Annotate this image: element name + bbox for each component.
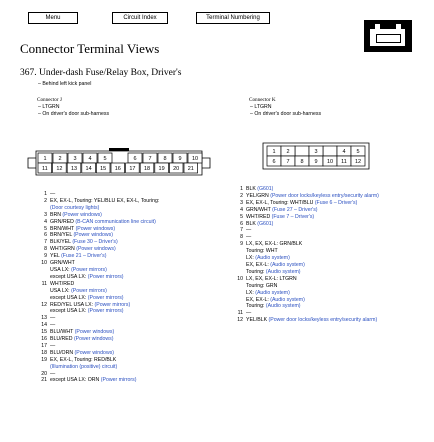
pin-description: — [50,315,56,322]
pin-number: 17 [41,342,47,349]
connector-j-pin-row [38,232,159,239]
top-navigation [28,12,270,24]
circuit-link[interactable]: (Power windows) [76,246,116,253]
pin-description: GRN/WHT [246,206,273,213]
connector-k-cavity-label: 4 [342,149,346,155]
connector-j-pin-row [38,364,159,371]
pin-description: EX, EX-L: [246,261,271,268]
connector-k-cavity-label: 9 [314,159,318,165]
pin-description: — [50,322,56,329]
pin-description: except USA LX: [50,273,88,280]
pin-number: 9 [240,241,243,248]
circuit-link[interactable]: (Audio system) [255,255,290,262]
circuit-link[interactable]: (Illumination (positive) circuit) [50,363,118,370]
connector-k-pin-row [234,214,379,221]
location-note: – Behind left kick panel [38,81,92,87]
connector-j-cavity [83,153,97,163]
pin-description: USA LX: [50,266,72,273]
connector-k-cavity-label: 5 [356,149,360,155]
connector-k-cavity-label: 3 [314,149,318,155]
circuit-link[interactable]: (Fuse 6 – Driver's) [314,199,358,206]
connector-k-pin-row [234,255,379,262]
pin-number: 4 [240,206,243,213]
pin-description: GRN/RED [50,218,76,225]
pin-description: EX, EX-L: [246,296,271,303]
connector-j-note: – LTGRN [38,104,60,110]
pin-number: 3 [44,211,47,218]
connector-j-cavity-label: 12 [56,166,63,172]
pin-description: EX, EX-L, Touring: RED/BLK [50,356,117,363]
connector-k-pin-row [234,207,379,214]
connector-j-cavity-label: 6 [133,156,137,162]
pin-description: BRN/YEL [50,232,74,239]
pin-description: except USA LX: ORN [50,377,101,384]
pin-description: WHT/RED [246,213,272,220]
circuit-link[interactable]: (Audio system) [265,268,301,275]
pin-number: 13 [41,315,47,322]
connector-k-cavity [295,156,309,166]
connector-j-cavity [53,163,67,173]
pin-description: BRN/WHT [50,225,76,232]
pin-description: BLU/WHT [50,329,75,336]
circuit-link[interactable]: (Door courtesy lights) [50,204,100,211]
connector-j-cavity-label: 3 [73,156,77,162]
connector-j-pin-row [38,205,159,212]
connector-j-cavity [98,153,112,163]
pin-number: 15 [41,329,47,336]
pin-number: 11 [41,280,47,287]
connector-j-pin-row [38,281,159,288]
circuit-link[interactable]: (Power door locks/keyless entry/security alarm) [268,317,378,324]
pin-description: BLK [246,186,258,192]
connector-j-cavity-label: 20 [173,166,180,172]
circuit-link[interactable]: (Power mirrors) [87,273,124,280]
circuit-link[interactable]: (Power windows) [74,349,115,356]
connector-k-cavity-label: 10 [326,159,334,165]
connector-k-pin-row [234,248,379,255]
terminal-numbering-button[interactable]: Terminal Numbering [196,12,270,24]
pin-number: 6 [240,220,243,227]
connector-k-title: Connector K [249,97,276,103]
page-title: Connector Terminal Views [20,41,160,56]
connector-j-pin-row [38,239,159,246]
circuit-link[interactable]: (Power mirrors) [71,287,107,294]
connector-k-cavity-label: 11 [341,159,347,165]
pin-number: 14 [41,322,47,329]
connector-k-cavity [267,146,281,156]
connector-j-pin-row [38,315,159,322]
connector-k-cavity [351,156,365,166]
connector-k-cavity [351,146,365,156]
connector-k-cavity-label: 1 [272,149,276,155]
connector-j-pin-row [38,343,159,350]
connector-k-pin-row [234,269,379,276]
connector-j-pin-row [38,267,159,274]
pin-description: YEL [50,253,62,260]
pin-description: — [50,342,56,349]
connector-j-cavity-label: 7 [148,156,152,162]
connector-j-cavity [38,153,52,163]
circuit-link[interactable]: (Audio system) [265,303,301,310]
connector-j-cavity-label: 17 [129,166,136,172]
circuit-link[interactable]: (Audio system) [255,289,290,296]
circuit-link[interactable]: (Power windows) [75,225,116,232]
connector-j-cavity [126,163,140,173]
circuit-link[interactable]: (Power mirrors) [87,294,124,301]
connector-j-cavity-label: 16 [114,166,121,172]
section-title: 367. Under-dash Fuse/Relay Box, Driver's [20,68,182,78]
circuit-link[interactable]: (B-CAN communication line circuit) [75,218,156,225]
circuit-link[interactable]: (G601) [257,220,274,227]
connector-j-cavity [96,163,110,173]
pin-description: — [246,310,252,317]
circuit-link[interactable]: (Audio system) [270,261,305,268]
connector-j-cavity-label: 13 [70,166,78,172]
pin-number: 19 [41,356,47,363]
pin-description: EX, EX-L, Touring: WHT/BLU [246,199,315,206]
connector-k-cavity [309,156,323,166]
connector-j-pin-row [38,322,159,329]
connector-j-cavity [143,153,157,163]
connector-k-cavity [281,146,295,156]
connector-j-cavity-label: 19 [158,166,165,172]
connector-j-cavity-label: 21 [187,166,194,172]
connector-k-pin-row [234,276,379,283]
menu-button[interactable]: Menu [28,12,78,24]
circuit-link[interactable]: (Fuse 27 – Driver's) [272,206,318,213]
pin-number: 12 [237,317,243,324]
pin-description: except USA LX: [50,308,88,315]
connector-k-cavity [281,156,295,166]
pin-description: GRN/WHT [50,260,75,267]
pin-description: USA LX: [50,287,72,294]
connector-j-pin-row [38,212,159,219]
circuit-link[interactable]: (Power windows) [74,329,115,336]
connector-k-pin-row [234,283,379,290]
connector-j-cavity [155,163,169,173]
circuit-link[interactable]: (Fuse 21 – Driver's) [61,253,107,260]
connector-k-note: – On driver's door sub-harness [250,111,322,117]
connector-k-pin-row [234,303,379,310]
pin-description: — [246,234,252,241]
connector-k-cavity-label: 8 [300,159,304,165]
connector-j-cavity-label: 15 [100,166,107,172]
pin-description: YEL/BLK [246,317,269,324]
connector-k-notes [250,104,321,118]
connector-j-pin-row [38,198,159,205]
connector-j-cavity [53,153,67,163]
connector-j-pin-row [38,226,159,233]
connector-k-pin-row [234,227,379,234]
connector-j-cavity-label: 1 [43,156,47,162]
pin-number: 11 [237,310,243,317]
connector-j-cavity-label: 14 [85,166,92,172]
pin-number: 9 [44,253,47,260]
pin-description: LX, EX, EX-L: LTGRN [246,275,297,282]
pin-description: EX, EX-L, Touring: YEL/BLU EX, EX-L, Touring: [50,197,160,204]
pin-number: 5 [44,225,47,232]
circuit-link[interactable]: (Fuse 7 – Driver's) [271,213,315,220]
connector-k-pin-row [234,234,379,241]
circuit-link[interactable]: (G601) [257,186,274,192]
connector-j-pin-row [38,308,159,315]
connector-k-pin-row [234,297,379,304]
connector-j-cavity [68,153,82,163]
circuit-index-button[interactable]: Circuit Index [112,12,168,24]
pin-description: LX, EX, EX-L: GRN/BLK [246,241,303,248]
circuit-link[interactable]: (Power windows) [73,336,114,343]
connector-j-pin-list [38,191,159,384]
connector-j-cavity [128,153,142,163]
pin-description: Touring: [246,268,266,275]
connector-j-pin-row [38,246,159,253]
connector-j-cavity [111,163,125,173]
pin-description: LX: [246,255,256,262]
circuit-link[interactable]: (Power windows) [73,232,113,239]
connector-k-pin-row [234,241,379,248]
connector-k-cavity-label: 6 [272,159,276,165]
connector-k-key [323,146,337,156]
pin-number: 1 [44,191,47,197]
connector-j-cavity [158,153,172,163]
pin-description: — [50,370,56,377]
pin-number: 6 [44,232,47,239]
connector-k-pin-row [234,186,379,193]
pin-description: YEL/GRN [246,192,271,199]
connector-j-pin-row [38,377,159,384]
connector-k-key [295,146,309,156]
connector-j-diagram [26,146,212,182]
connector-j-cavity-label: 11 [41,166,48,172]
circuit-link[interactable]: (Power mirrors) [87,308,124,315]
pin-number: 18 [41,349,47,356]
connector-icon [364,20,412,52]
connector-j-cavity [140,163,154,173]
connector-k-pin-row [234,221,379,228]
connector-j-pin-row [38,288,159,295]
connector-k-cavity-label: 12 [354,159,362,165]
circuit-link[interactable]: (Power mirrors) [94,301,131,308]
circuit-link[interactable]: (Power windows) [62,211,102,218]
pin-number: 7 [240,227,243,234]
connector-k-cavity-label: 2 [286,149,290,155]
connector-j-notes [38,104,109,118]
connector-k-diagram [257,139,375,175]
connector-k-cavity [323,156,337,166]
pin-description: except USA LX: [50,294,88,301]
connector-j-cavity [169,163,183,173]
pin-number: 1 [240,186,243,192]
pin-number: 12 [41,301,47,308]
connector-k-note: – LTGRN [250,104,272,110]
connector-j-pin-row [38,350,159,357]
circuit-link[interactable]: (Power mirrors) [71,266,107,273]
connector-j-pin-row [38,260,159,267]
connector-j-pin-row [38,274,159,281]
connector-j-cavity-label: 8 [163,156,167,162]
connector-k-pin-row [234,193,379,200]
connector-j-cavity-label: 18 [143,166,151,172]
pin-description: WHT/GRN [50,246,77,253]
pin-description: BLK/YEL [50,239,73,246]
pin-number: 5 [240,213,243,220]
pin-number: 10 [237,275,243,282]
pin-description: BLU/RED [50,336,74,343]
connector-j-title: Connector J [37,97,62,103]
pin-description: — [50,191,56,197]
connector-j-note: – On driver's door sub-harness [38,111,110,117]
connector-k-cavity [309,146,323,156]
pin-number: 2 [44,197,47,204]
connector-j-cavity-label: 9 [178,156,182,162]
connector-j-pin-row [38,253,159,260]
connector-j-pin-row [38,329,159,336]
pin-description: BLK [246,220,258,227]
connector-k-pin-row [234,317,379,324]
pin-number: 20 [41,370,47,377]
connector-j-cavity-label: 4 [88,156,92,162]
connector-k-cavity [267,156,281,166]
connector-j-pin-row [38,295,159,302]
connector-j-latch [109,148,129,151]
circuit-link[interactable]: (Power mirrors) [100,377,137,384]
connector-k-pin-row [234,310,379,317]
connector-j-cavity-label: 5 [103,156,107,162]
connector-j-cavity [184,163,198,173]
connector-j-cavity [82,163,96,173]
pin-number: 8 [44,246,47,253]
connector-j-pin-row [38,336,159,343]
connector-j-pin-row [38,371,159,378]
connector-k-pin-row [234,290,379,297]
connector-j-pin-row [38,191,159,198]
connector-j-cavity [67,163,81,173]
pin-description: BRN [50,211,63,218]
circuit-link[interactable]: (Power door locks/keyless entry/security alarm) [270,192,379,199]
circuit-link[interactable]: (Audio system) [270,296,305,303]
connector-k-pin-list [234,186,379,324]
pin-number: 8 [240,234,243,241]
pin-number: 21 [41,377,47,384]
pin-number: 2 [240,192,243,199]
connector-j-cavity [173,153,187,163]
connector-j-cavity-label: 10 [191,156,199,162]
pin-description: RED/YEL USA LX: [50,301,95,308]
connector-j-pin-row [38,302,159,309]
connector-j-pin-row [38,219,159,226]
connector-k-pin-row [234,200,379,207]
connector-k-cavity [337,146,351,156]
pin-description: BLU/ORN [50,349,75,356]
pin-description: Touring: [246,303,266,310]
pin-number: 3 [240,199,243,206]
pin-description: WHT/RED [50,280,75,287]
connector-j-cavity [188,153,202,163]
connector-k-cavity [337,156,351,166]
connector-k-cavity-label: 7 [286,159,290,165]
pin-description: Touring: GRN [246,282,278,289]
pin-description: LX: [246,289,256,296]
connector-k-pin-row [234,262,379,269]
pin-description: — [246,227,252,234]
connector-j-pin-row [38,357,159,364]
pin-number: 16 [41,336,47,343]
connector-j-cavity-label: 2 [58,156,62,162]
connector-j-cavity [38,163,52,173]
pin-number: 7 [44,239,47,246]
pin-number: 10 [41,260,47,267]
circuit-link[interactable]: (Fuse 30 – Driver's) [72,239,118,246]
pin-number: 4 [44,218,47,225]
pin-description: Touring: WHT [246,248,278,255]
